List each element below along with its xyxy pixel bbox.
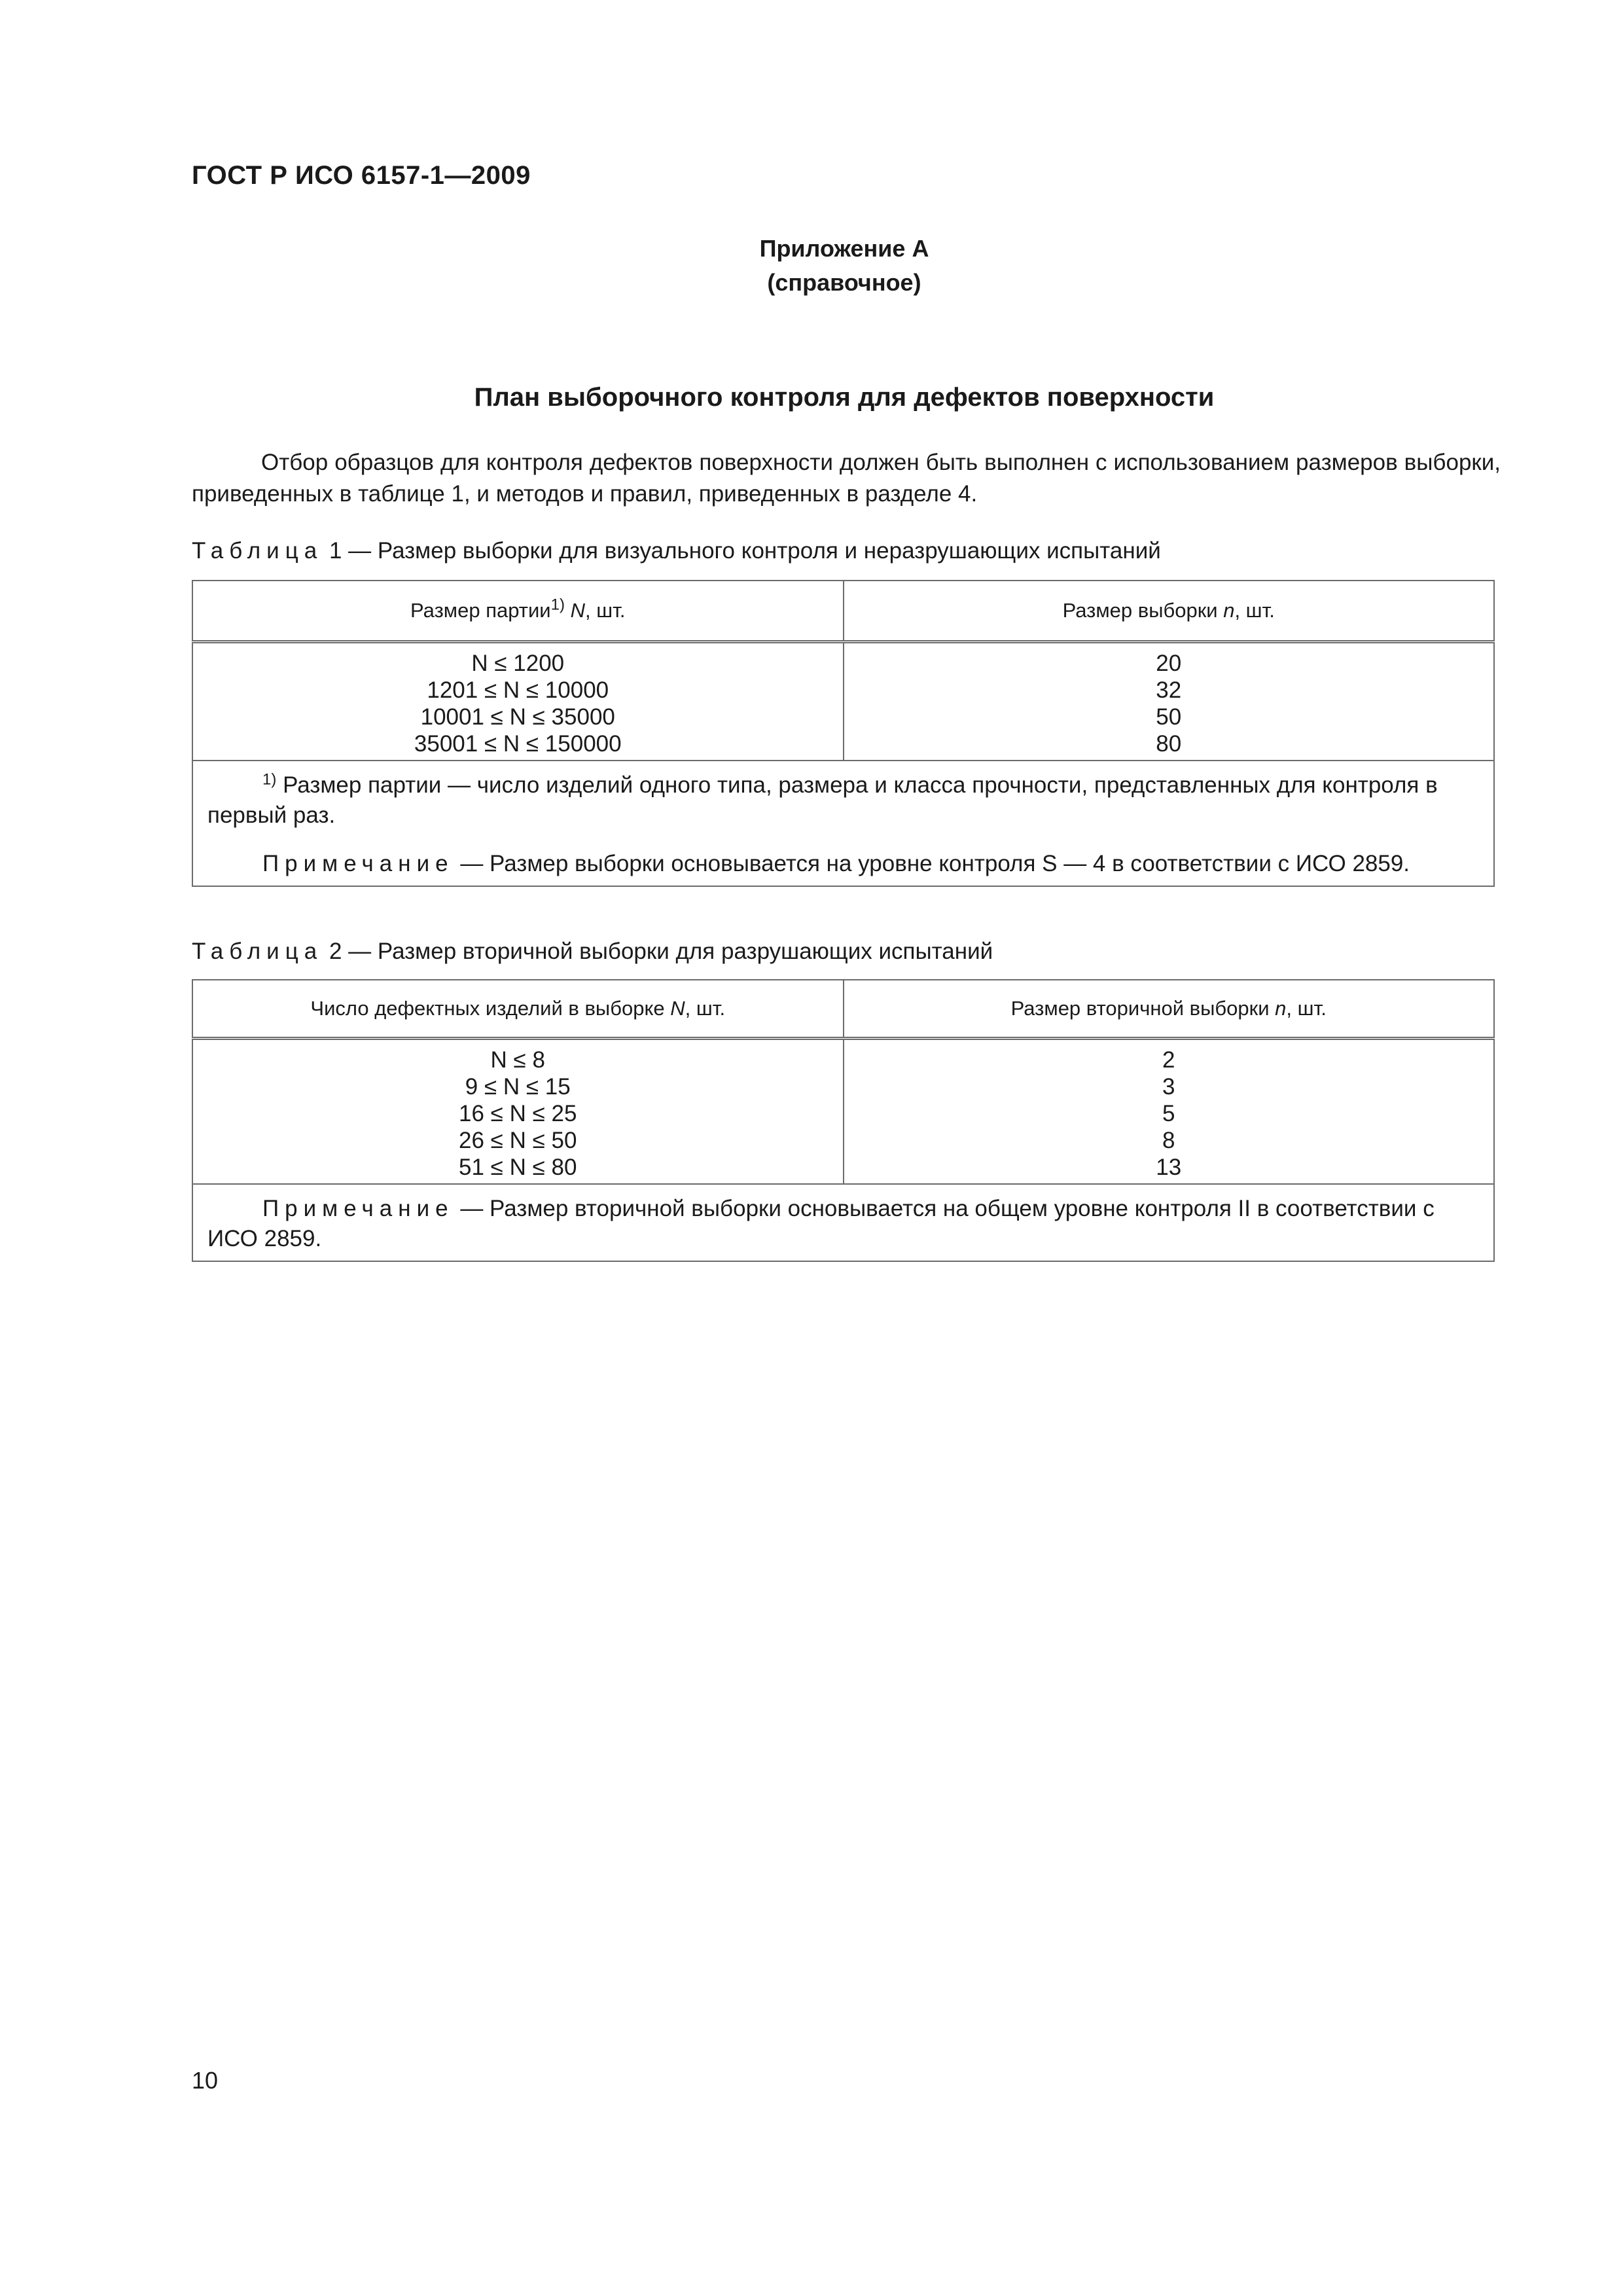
table2-secondary-sample-cell: 3: [1162, 1074, 1175, 1100]
table2-defect-count-cell: 51 ≤ N ≤ 80: [459, 1155, 577, 1180]
table1-header-sample-size-text: Размер выборки: [1062, 599, 1224, 622]
table1-note: [207, 849, 1479, 879]
table1-sample-size-cell: 20: [1156, 651, 1182, 676]
annex-title: План выборочного контроля для дефектов поверхности: [474, 383, 1215, 412]
table2-secondary-sample-cell: 13: [1156, 1155, 1182, 1180]
table2-header-row: [192, 980, 1494, 1039]
table1-footnote: [207, 770, 1479, 831]
table2-note-text: — Размер вторичной выборки основывается на общем уровне контроля II в соответствии с ИСО 2859.: [207, 1196, 1435, 1251]
page-number: 10: [192, 2067, 219, 2094]
table2-header-secondary-sample-var: n: [1275, 997, 1287, 1020]
table1-header-lot-size-unit: , шт.: [584, 599, 626, 622]
table1-body-row: [192, 642, 1494, 761]
table1-caption-word: Таблица: [192, 538, 323, 564]
intro-paragraph: Отбор образцов для контроля дефектов поверхности должен быть выполнен с использованием размеров выборки, приведенных в таблице 1, и методов и правил, приведенных в разделе 4.: [192, 450, 1501, 507]
table2-secondary-sample-cell: 5: [1162, 1101, 1175, 1126]
table1-sample-size-cell: 32: [1156, 677, 1182, 703]
table1-header-lot-size-var: N: [570, 599, 585, 622]
table2-header-defect-count-var: N: [670, 997, 685, 1020]
table1-header-lot-size-text: Размер партии: [410, 599, 551, 622]
table1-note-text: — Размер выборки основывается на уровне контроля S — 4 в соответствии с ИСО 2859.: [454, 851, 1410, 876]
table1-lot-size-column: [192, 642, 844, 761]
table1-caption-text: 1 — Размер выборки для визуального контроля и неразрушающих испытаний: [329, 538, 1161, 564]
table1-sample-size-cell: 50: [1156, 704, 1182, 730]
table1-header-row: [192, 581, 1494, 642]
table1-header-lot-size: [192, 581, 844, 642]
table1: [192, 580, 1495, 887]
table2-body-row: [192, 1039, 1494, 1185]
table2-defect-count-cell: 26 ≤ N ≤ 50: [459, 1128, 577, 1153]
annex-label: Приложение А: [759, 235, 929, 262]
table2-defect-count-cell: 16 ≤ N ≤ 25: [459, 1101, 577, 1126]
table1-lot-size-cell: 35001 ≤ N ≤ 150000: [414, 731, 622, 757]
table2-notes-row: [192, 1184, 1494, 1261]
standard-code: ГОСТ Р ИСО 6157-1—2009: [192, 161, 531, 190]
table2-defect-count-cell: N ≤ 8: [490, 1047, 545, 1073]
annex-heading: [0, 232, 1623, 300]
table2-note-word: Примечание: [262, 1196, 454, 1221]
table1-header-footnote-mark: 1): [550, 596, 565, 614]
table2-header-defect-count-unit: , шт.: [685, 997, 726, 1020]
annex-type: (справочное): [767, 269, 921, 296]
table2-note: [207, 1194, 1479, 1254]
table2-secondary-sample-cell: 2: [1162, 1047, 1175, 1073]
table2-header-secondary-sample-text: Размер вторичной выборки: [1010, 997, 1275, 1020]
table2-defect-count-cell: 9 ≤ N ≤ 15: [465, 1074, 571, 1100]
table1-caption: [192, 538, 1161, 564]
table2: [192, 979, 1495, 1262]
table1-notes: [192, 761, 1494, 886]
table2-defect-count-column: [192, 1039, 844, 1185]
table1-note-word: Примечание: [262, 851, 454, 876]
table1-lot-size-cell: N ≤ 1200: [471, 651, 565, 676]
table1-footnote-mark: 1): [262, 770, 277, 789]
table1-sample-size-column: [844, 642, 1495, 761]
table1-notes-row: [192, 761, 1494, 886]
table2-secondary-sample-cell: 8: [1162, 1128, 1175, 1153]
table2-caption-word: Таблица: [192, 939, 323, 964]
table2-caption-text: 2 — Размер вторичной выборки для разрушающих испытаний: [329, 939, 993, 964]
table1-sample-size-cell: 80: [1156, 731, 1182, 757]
table1-header-sample-size-var: n: [1223, 599, 1235, 622]
table2-header-defect-count-text: Число дефектных изделий в выборке: [310, 997, 671, 1020]
table1-footnote-text: Размер партии — число изделий одного типа, размера и класса прочности, представленных для контроля в первый раз.: [207, 772, 1438, 828]
table2-header-defect-count: [192, 980, 844, 1039]
table1-lot-size-cell: 10001 ≤ N ≤ 35000: [420, 704, 615, 730]
table2-caption: [192, 939, 993, 965]
table1-header-sample-size: [844, 581, 1495, 642]
table1-lot-size-cell: 1201 ≤ N ≤ 10000: [427, 677, 609, 703]
table2-secondary-sample-column: [844, 1039, 1495, 1185]
table2-notes: [192, 1184, 1494, 1261]
table2-header-secondary-sample: [844, 980, 1495, 1039]
table1-header-sample-size-unit: , шт.: [1234, 599, 1275, 622]
table2-header-secondary-sample-unit: , шт.: [1286, 997, 1327, 1020]
